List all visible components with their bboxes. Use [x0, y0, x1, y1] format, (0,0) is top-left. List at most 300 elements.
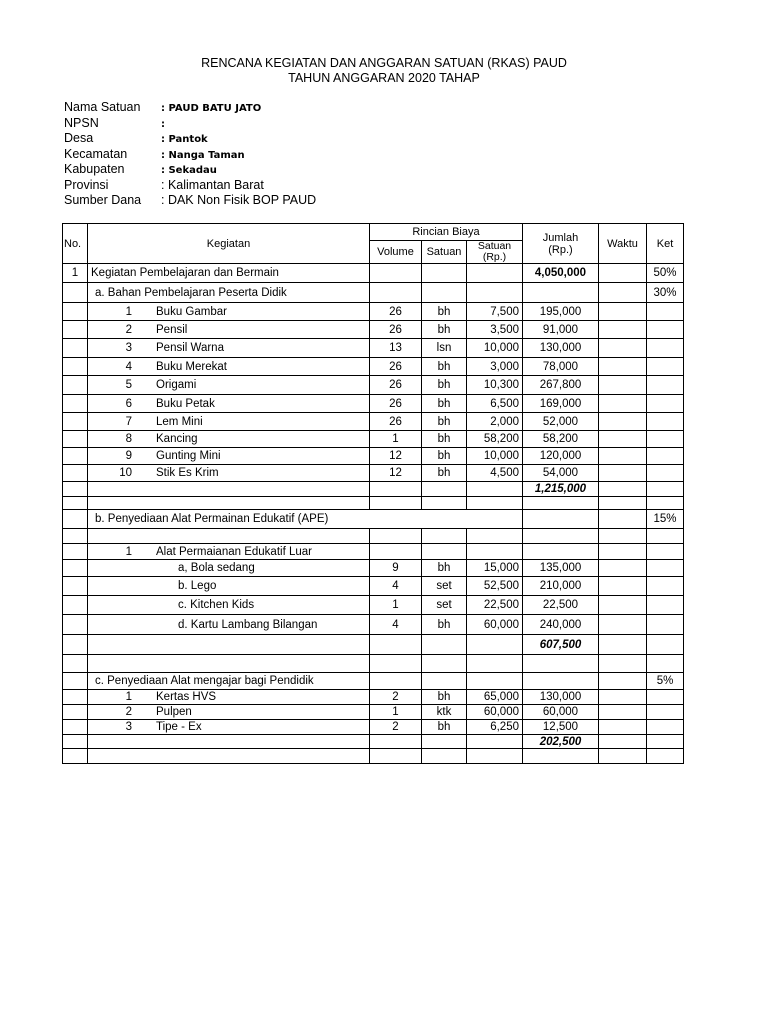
- header-jumlah-line1: Jumlah: [542, 231, 579, 244]
- item-no: 4: [125, 360, 132, 373]
- item-name: Stik Es Krim: [156, 467, 219, 479]
- empty-cell: [370, 635, 422, 655]
- item-satuan: lsn: [422, 339, 467, 358]
- item-jumlah: 195,000: [523, 303, 599, 321]
- empty-cell: [599, 510, 647, 529]
- item-satuan: bh: [422, 395, 467, 413]
- empty-cell: [647, 358, 684, 376]
- info-value: : DAK Non Fisik BOP PAUD: [161, 193, 317, 207]
- empty-cell: [599, 376, 647, 395]
- row-kegiatan: c. Penyediaan Alat mengajar bagi Pendidik: [88, 673, 370, 690]
- item-kegiatan: [88, 303, 370, 321]
- document-title: RENCANA KEGIATAN DAN ANGGARAN SATUAN (RKAS) PAUD: [201, 56, 567, 70]
- subsection-row: [63, 673, 684, 690]
- item-name: d. Kartu Lambang Bilangan: [88, 615, 370, 635]
- empty-cell: [647, 431, 684, 448]
- empty-cell: [422, 735, 467, 749]
- item-row: [63, 448, 684, 465]
- empty-cell: [467, 497, 523, 510]
- empty-cell: [647, 544, 684, 560]
- empty-cell: [647, 395, 684, 413]
- item-harga: 4,500: [467, 465, 523, 482]
- empty-cell: [63, 448, 88, 465]
- item-volume: 4: [370, 615, 422, 635]
- row-ket: 50%: [647, 264, 684, 283]
- item-no: 1: [125, 691, 132, 703]
- item-harga: 10,000: [467, 448, 523, 465]
- item-kegiatan: [88, 413, 370, 431]
- table-header-row: [63, 224, 684, 241]
- empty-cell: [599, 339, 647, 358]
- item-name: a, Bola sedang: [88, 560, 370, 577]
- row-ket: 30%: [647, 283, 684, 303]
- empty-cell: [523, 749, 599, 764]
- item-no: 3: [125, 342, 132, 354]
- empty-cell: [599, 448, 647, 465]
- empty-cell: [88, 482, 370, 497]
- info-row: [64, 100, 316, 116]
- item-jumlah: 210,000: [523, 577, 599, 596]
- item-row: [63, 376, 684, 395]
- spacer-row: [63, 655, 684, 673]
- empty-cell: [63, 544, 88, 560]
- empty-cell: [63, 339, 88, 358]
- item-kegiatan: [88, 395, 370, 413]
- empty-cell: [523, 544, 599, 560]
- item-name: Tipe - Ex: [156, 721, 202, 733]
- empty-cell: [422, 655, 467, 673]
- info-row: [64, 162, 316, 178]
- empty-cell: [467, 529, 523, 544]
- item-harga: 60,000: [467, 705, 523, 720]
- item-satuan: bh: [422, 560, 467, 577]
- item-kegiatan: [88, 358, 370, 376]
- item-row: [63, 431, 684, 448]
- item-name: Pensil Warna: [156, 342, 224, 354]
- item-name: Buku Merekat: [156, 360, 227, 373]
- header-satuan-rp: [467, 241, 523, 264]
- empty-cell: [647, 529, 684, 544]
- item-row: [63, 303, 684, 321]
- item-volume: 26: [370, 395, 422, 413]
- item-satuan: bh: [422, 431, 467, 448]
- subtotal-jumlah: 1,215,000: [523, 482, 599, 497]
- item-volume: 13: [370, 339, 422, 358]
- item-kegiatan: [88, 339, 370, 358]
- empty-cell: [647, 577, 684, 596]
- empty-cell: [467, 283, 523, 303]
- item-name: Origami: [156, 379, 197, 391]
- item-satuan: bh: [422, 303, 467, 321]
- empty-cell: [63, 431, 88, 448]
- group-kegiatan: [88, 544, 370, 560]
- item-name: Pensil: [156, 323, 188, 336]
- empty-cell: [599, 544, 647, 560]
- item-kegiatan: [88, 690, 370, 705]
- empty-cell: [370, 749, 422, 764]
- info-label: Nama Satuan: [64, 100, 141, 114]
- info-label: Kecamatan: [64, 146, 128, 161]
- header-satuan: Satuan: [422, 241, 467, 264]
- row-no: 1: [63, 264, 88, 283]
- item-kegiatan: [88, 321, 370, 339]
- empty-cell: [647, 303, 684, 321]
- empty-cell: [370, 283, 422, 303]
- info-label: NPSN: [64, 115, 99, 130]
- empty-cell: [599, 497, 647, 510]
- empty-cell: [647, 448, 684, 465]
- item-satuan: bh: [422, 690, 467, 705]
- item-row: [63, 465, 684, 482]
- empty-cell: [647, 615, 684, 635]
- item-volume: 1: [370, 596, 422, 615]
- item-volume: 2: [370, 720, 422, 735]
- item-volume: 1: [370, 431, 422, 448]
- item-harga: 2,000: [467, 413, 523, 431]
- empty-cell: [647, 655, 684, 673]
- empty-cell: [88, 749, 370, 764]
- empty-cell: [88, 635, 370, 655]
- item-satuan: bh: [422, 448, 467, 465]
- empty-cell: [467, 655, 523, 673]
- item-kegiatan: [88, 376, 370, 395]
- info-row: [64, 131, 316, 147]
- item-no: 5: [125, 379, 132, 391]
- empty-cell: [370, 482, 422, 497]
- item-jumlah: 52,000: [523, 413, 599, 431]
- group-row: [63, 544, 684, 560]
- empty-cell: [63, 358, 88, 376]
- empty-cell: [422, 529, 467, 544]
- item-name: b. Lego: [88, 577, 370, 596]
- info-value: :: [161, 118, 165, 130]
- item-jumlah: 12,500: [523, 720, 599, 735]
- empty-cell: [63, 321, 88, 339]
- item-jumlah: 22,500: [523, 596, 599, 615]
- empty-cell: [523, 655, 599, 673]
- info-label: Provinsi: [64, 177, 109, 192]
- item-harga: 15,000: [467, 560, 523, 577]
- empty-cell: [370, 264, 422, 283]
- item-volume: 12: [370, 465, 422, 482]
- item-kegiatan: [88, 705, 370, 720]
- empty-cell: [647, 482, 684, 497]
- empty-cell: [63, 529, 88, 544]
- empty-cell: [599, 303, 647, 321]
- item-kegiatan: [88, 431, 370, 448]
- empty-cell: [63, 283, 88, 303]
- row-kegiatan: a. Bahan Pembelajaran Peserta Didik: [88, 283, 370, 303]
- empty-cell: [63, 303, 88, 321]
- item-satuan: bh: [422, 358, 467, 376]
- empty-cell: [422, 497, 467, 510]
- item-satuan: bh: [422, 720, 467, 735]
- empty-cell: [523, 510, 599, 529]
- empty-cell: [370, 735, 422, 749]
- header-satuan-rp-line1: Satuan: [477, 240, 512, 252]
- info-value: : Nanga Taman: [161, 149, 245, 161]
- empty-cell: [422, 264, 467, 283]
- empty-cell: [647, 705, 684, 720]
- rkas-table: [62, 223, 684, 764]
- item-name: Lem Mini: [156, 415, 203, 428]
- empty-cell: [63, 465, 88, 482]
- item-volume: 26: [370, 358, 422, 376]
- empty-cell: [63, 497, 88, 510]
- empty-cell: [467, 735, 523, 749]
- item-volume: 2: [370, 690, 422, 705]
- row-ket: 15%: [647, 510, 684, 529]
- empty-cell: [63, 690, 88, 705]
- item-no: 9: [125, 450, 132, 462]
- empty-cell: [422, 482, 467, 497]
- empty-cell: [422, 749, 467, 764]
- empty-cell: [63, 749, 88, 764]
- item-row: [63, 615, 684, 635]
- spacer-row: [63, 749, 684, 764]
- empty-cell: [523, 283, 599, 303]
- item-name: Kancing: [156, 433, 198, 445]
- item-row: [63, 358, 684, 376]
- subtotal-jumlah: 607,500: [523, 635, 599, 655]
- empty-cell: [63, 577, 88, 596]
- item-satuan: bh: [422, 321, 467, 339]
- empty-cell: [647, 749, 684, 764]
- empty-cell: [63, 510, 88, 529]
- empty-cell: [523, 529, 599, 544]
- item-no: 2: [125, 323, 132, 336]
- item-kegiatan: [88, 720, 370, 735]
- item-volume: 26: [370, 413, 422, 431]
- empty-cell: [63, 413, 88, 431]
- header-kegiatan: Kegiatan: [88, 224, 370, 264]
- item-jumlah: 130,000: [523, 690, 599, 705]
- item-harga: 3,000: [467, 358, 523, 376]
- info-value: : Sekadau: [161, 165, 217, 176]
- empty-cell: [370, 673, 422, 690]
- empty-cell: [647, 465, 684, 482]
- empty-cell: [523, 673, 599, 690]
- group-name: Alat Permaianan Edukatif Luar: [156, 545, 312, 558]
- spacer-row: [63, 529, 684, 544]
- row-kegiatan: Kegiatan Pembelajaran dan Bermain: [88, 264, 370, 283]
- empty-cell: [370, 655, 422, 673]
- empty-cell: [647, 560, 684, 577]
- empty-cell: [599, 655, 647, 673]
- item-name: Buku Petak: [156, 397, 215, 410]
- empty-cell: [63, 395, 88, 413]
- item-harga: 52,500: [467, 577, 523, 596]
- empty-cell: [88, 655, 370, 673]
- empty-cell: [599, 395, 647, 413]
- item-volume: 1: [370, 705, 422, 720]
- identity-block: [64, 100, 316, 209]
- item-satuan: bh: [422, 413, 467, 431]
- header-waktu: Waktu: [599, 224, 647, 264]
- empty-cell: [467, 749, 523, 764]
- empty-cell: [467, 264, 523, 283]
- empty-cell: [647, 321, 684, 339]
- info-row: [64, 147, 316, 163]
- empty-cell: [422, 544, 467, 560]
- item-kegiatan: [88, 465, 370, 482]
- row-kegiatan: b. Penyediaan Alat Permainan Edukatif (APE): [88, 510, 523, 529]
- empty-cell: [599, 321, 647, 339]
- header-no: No.: [63, 224, 88, 264]
- empty-cell: [647, 720, 684, 735]
- item-satuan: set: [422, 577, 467, 596]
- item-name: Pulpen: [156, 706, 192, 718]
- item-volume: 4: [370, 577, 422, 596]
- item-satuan: bh: [422, 615, 467, 635]
- item-name: Kertas HVS: [156, 691, 217, 703]
- empty-cell: [647, 735, 684, 749]
- item-volume: 12: [370, 448, 422, 465]
- empty-cell: [63, 376, 88, 395]
- empty-cell: [599, 705, 647, 720]
- item-no: 3: [125, 721, 132, 733]
- item-harga: 60,000: [467, 615, 523, 635]
- row-ket: 5%: [647, 673, 684, 690]
- item-volume: 26: [370, 321, 422, 339]
- info-row: [64, 193, 316, 209]
- info-label: Desa: [64, 131, 94, 145]
- item-jumlah: 58,200: [523, 431, 599, 448]
- subtotal-row: [63, 482, 684, 497]
- empty-cell: [63, 673, 88, 690]
- empty-cell: [599, 560, 647, 577]
- empty-cell: [63, 655, 88, 673]
- empty-cell: [599, 482, 647, 497]
- empty-cell: [599, 283, 647, 303]
- item-no: 8: [125, 433, 132, 445]
- info-label: Sumber Dana: [64, 193, 142, 207]
- empty-cell: [647, 497, 684, 510]
- item-harga: 58,200: [467, 431, 523, 448]
- item-volume: 26: [370, 303, 422, 321]
- item-jumlah: 130,000: [523, 339, 599, 358]
- empty-cell: [599, 749, 647, 764]
- item-jumlah: 78,000: [523, 358, 599, 376]
- subtotal-jumlah: 202,500: [523, 735, 599, 749]
- item-kegiatan: [88, 448, 370, 465]
- info-label: Kabupaten: [64, 162, 125, 176]
- empty-cell: [88, 529, 370, 544]
- item-no: 10: [119, 467, 132, 479]
- empty-cell: [370, 529, 422, 544]
- info-row: [64, 116, 316, 132]
- empty-cell: [647, 635, 684, 655]
- item-harga: 7,500: [467, 303, 523, 321]
- empty-cell: [467, 673, 523, 690]
- item-row: [63, 560, 684, 577]
- item-jumlah: 169,000: [523, 395, 599, 413]
- item-satuan: ktk: [422, 705, 467, 720]
- empty-cell: [599, 413, 647, 431]
- empty-cell: [63, 482, 88, 497]
- empty-cell: [599, 529, 647, 544]
- empty-cell: [63, 735, 88, 749]
- header-jumlah: [523, 224, 599, 264]
- item-no: 6: [125, 397, 132, 410]
- item-name: Gunting Mini: [156, 450, 221, 462]
- item-jumlah: 54,000: [523, 465, 599, 482]
- empty-cell: [467, 544, 523, 560]
- item-satuan: bh: [422, 376, 467, 395]
- empty-cell: [63, 560, 88, 577]
- empty-cell: [599, 358, 647, 376]
- item-row: [63, 690, 684, 705]
- item-volume: 9: [370, 560, 422, 577]
- empty-cell: [599, 690, 647, 705]
- info-value: : Kalimantan Barat: [161, 177, 264, 192]
- item-harga: 6,500: [467, 395, 523, 413]
- item-volume: 26: [370, 376, 422, 395]
- spacer-row: [63, 497, 684, 510]
- item-name: c. Kitchen Kids: [88, 596, 370, 615]
- empty-cell: [370, 544, 422, 560]
- empty-cell: [63, 720, 88, 735]
- item-harga: 6,250: [467, 720, 523, 735]
- item-harga: 10,000: [467, 339, 523, 358]
- empty-cell: [599, 264, 647, 283]
- item-harga: 65,000: [467, 690, 523, 705]
- subtotal-row: [63, 735, 684, 749]
- info-row: [64, 178, 316, 194]
- item-name: Buku Gambar: [156, 305, 227, 318]
- item-row: [63, 395, 684, 413]
- empty-cell: [422, 283, 467, 303]
- item-row: [63, 720, 684, 735]
- item-no: 2: [125, 706, 132, 718]
- empty-cell: [599, 720, 647, 735]
- empty-cell: [63, 635, 88, 655]
- item-row: [63, 577, 684, 596]
- item-jumlah: 135,000: [523, 560, 599, 577]
- header-ket: Ket: [647, 224, 684, 264]
- item-harga: 22,500: [467, 596, 523, 615]
- empty-cell: [63, 596, 88, 615]
- group-no: 1: [125, 545, 132, 558]
- header-satuan-rp-line2: (Rp.): [482, 251, 507, 263]
- subsection-row: [63, 510, 684, 529]
- empty-cell: [647, 376, 684, 395]
- empty-cell: [63, 615, 88, 635]
- empty-cell: [88, 497, 370, 510]
- subsection-row: [63, 283, 684, 303]
- empty-cell: [467, 635, 523, 655]
- empty-cell: [599, 465, 647, 482]
- document-subtitle: TAHUN ANGGARAN 2020 TAHAP: [288, 71, 480, 85]
- empty-cell: [370, 497, 422, 510]
- empty-cell: [647, 690, 684, 705]
- empty-cell: [422, 635, 467, 655]
- item-jumlah: 120,000: [523, 448, 599, 465]
- empty-cell: [467, 482, 523, 497]
- empty-cell: [599, 596, 647, 615]
- info-value: : PAUD BATU JATO: [161, 103, 262, 114]
- empty-cell: [647, 339, 684, 358]
- empty-cell: [599, 635, 647, 655]
- item-no: 1: [125, 305, 132, 318]
- item-harga: 10,300: [467, 376, 523, 395]
- subtotal-row: [63, 635, 684, 655]
- empty-cell: [599, 577, 647, 596]
- item-jumlah: 267,800: [523, 376, 599, 395]
- header-rincian-biaya: Rincian Biaya: [370, 224, 523, 241]
- empty-cell: [63, 705, 88, 720]
- item-satuan: bh: [422, 465, 467, 482]
